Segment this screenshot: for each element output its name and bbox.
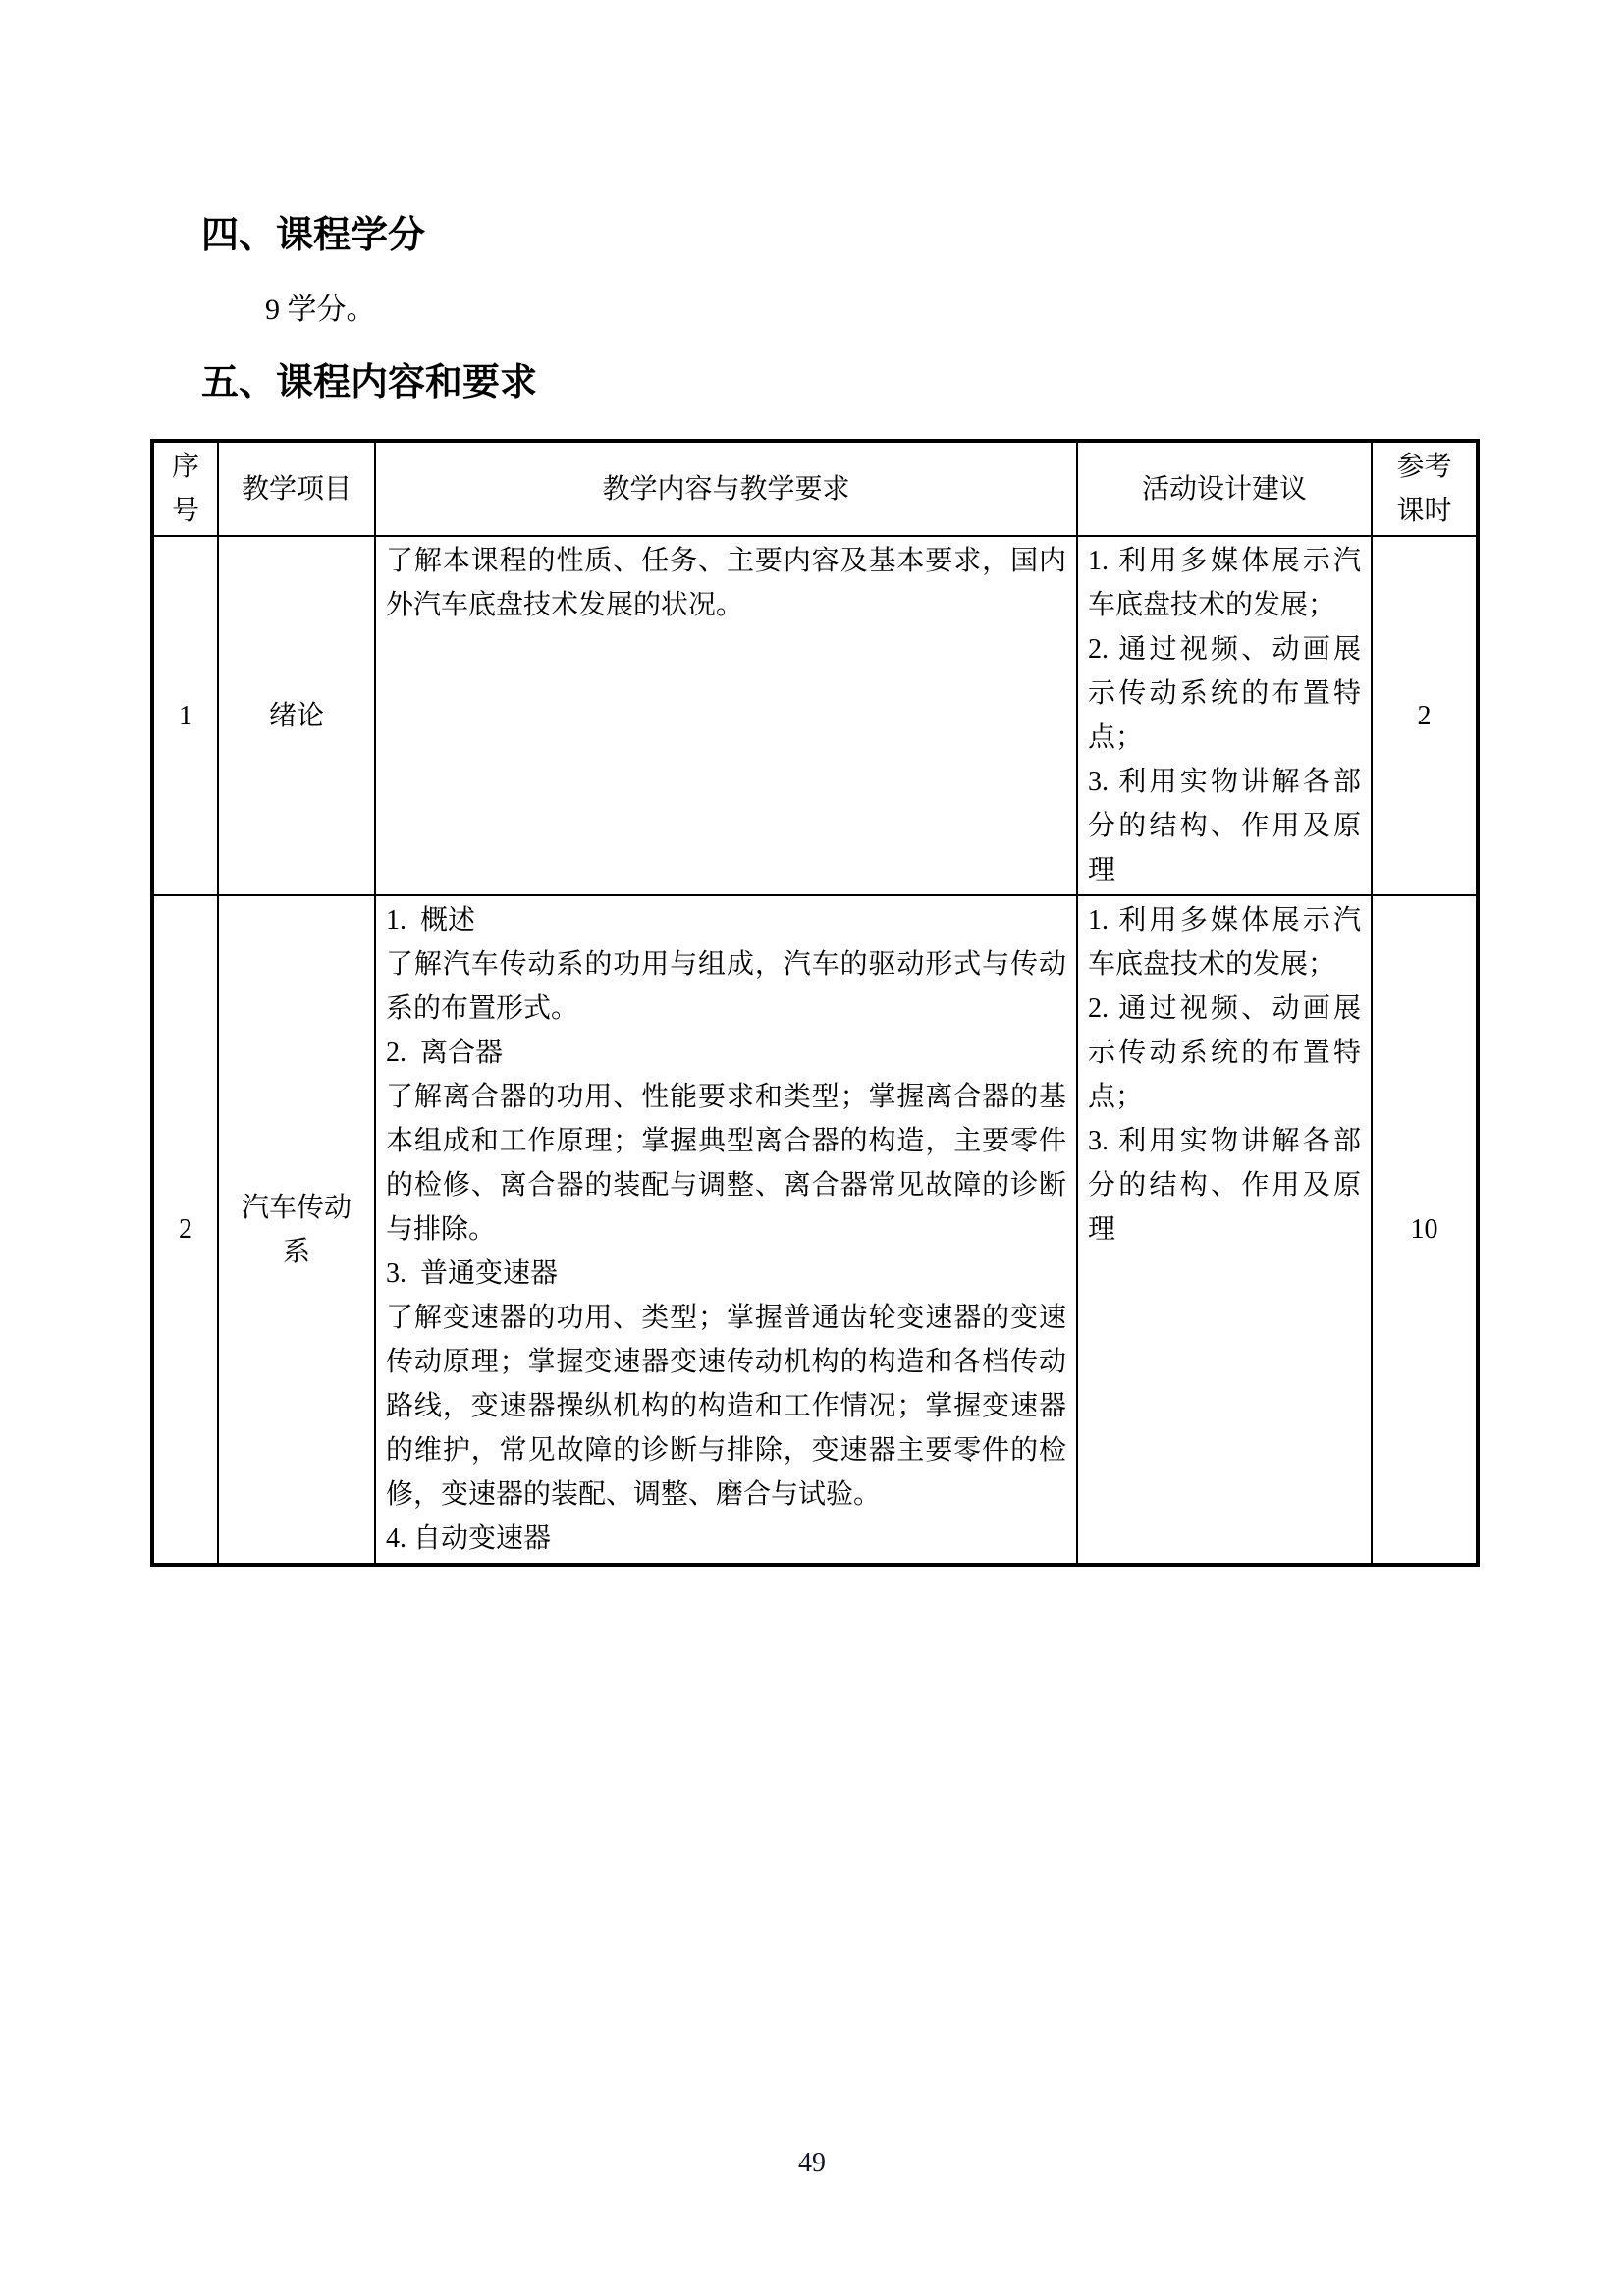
table-row-transmission	[152, 895, 1478, 1565]
table-row-introduction	[152, 536, 1478, 895]
cell-paragraph: 1. 利用多媒体展示汽车底盘技术的发展；	[1088, 546, 1361, 620]
cell-paragraph: 2. 通过视频、动画展示传动系统的布置特点；	[1088, 993, 1361, 1112]
header-hours	[1372, 441, 1478, 536]
course-content-table	[150, 439, 1480, 1567]
cell-paragraph: 1. 概述	[386, 905, 476, 935]
activity-suggestions	[1077, 895, 1372, 1565]
cell-paragraph: 1. 利用多媒体展示汽车底盘技术的发展；	[1088, 905, 1361, 980]
header-content-label: 教学内容与教学要求	[602, 473, 850, 505]
cell-paragraph: 了解离合器的功用、性能要求和类型；掌握离合器的基本组成和工作原理；掌握典型离合器的构造，主要零件的检修、离合器的装配与调整、离合器常见故障的诊断与排除。	[386, 1082, 1066, 1245]
header-project-label: 教学项目	[241, 473, 352, 505]
cell-paragraph: 了解本课程的性质、任务、主要内容及基本要求，国内外汽车底盘技术发展的状况。	[386, 546, 1066, 620]
header-no	[152, 441, 218, 536]
activity-suggestions	[1077, 536, 1372, 895]
teaching-project-label: 汽车传动系	[241, 1192, 352, 1267]
header-content	[375, 441, 1077, 536]
header-activity-label: 活动设计建议	[1141, 473, 1307, 505]
teaching-project	[218, 895, 375, 1565]
table-header-row	[152, 441, 1478, 536]
section-four-heading: 四、课程学分	[201, 215, 426, 256]
credits-text: 9 学分。	[265, 294, 376, 326]
cell-paragraph: 2. 离合器	[386, 1038, 504, 1068]
row-number: 1	[152, 536, 218, 895]
cell-paragraph: 2. 通过视频、动画展示传动系统的布置特点；	[1088, 634, 1361, 753]
header-no-label: 序号	[172, 452, 200, 526]
cell-paragraph: 3. 利用实物讲解各部分的结构、作用及原理	[1088, 767, 1361, 885]
teaching-content	[375, 895, 1077, 1565]
reference-hours: 2	[1372, 536, 1478, 895]
header-hours-label: 参考课时	[1396, 452, 1452, 526]
header-activity	[1077, 441, 1372, 536]
reference-hours: 10	[1372, 895, 1478, 1565]
cell-paragraph: 4. 自动变速器	[386, 1523, 552, 1554]
teaching-content	[375, 536, 1077, 895]
cell-paragraph: 了解变速器的功用、类型；掌握普通齿轮变速器的变速传动原理；掌握变速器变速传动机构的构造和各档传动路线，变速器操纵机构的构造和工作情况；掌握变速器的维护，常见故障的诊断与排除，变速器主要零件的检修，变速器的装配、调整、磨合与试验。	[386, 1303, 1066, 1510]
cell-paragraph: 3. 普通变速器	[386, 1258, 559, 1289]
section-five-heading: 五、课程内容和要求	[201, 362, 538, 403]
header-project	[218, 441, 375, 536]
cell-paragraph: 了解汽车传动系的功用与组成，汽车的驱动形式与传动系的布置形式。	[386, 949, 1066, 1024]
row-number: 2	[152, 895, 218, 1565]
page-number: 49	[798, 2148, 826, 2178]
teaching-project: 绪论	[218, 536, 375, 895]
cell-paragraph: 3. 利用实物讲解各部分的结构、作用及原理	[1088, 1126, 1361, 1245]
